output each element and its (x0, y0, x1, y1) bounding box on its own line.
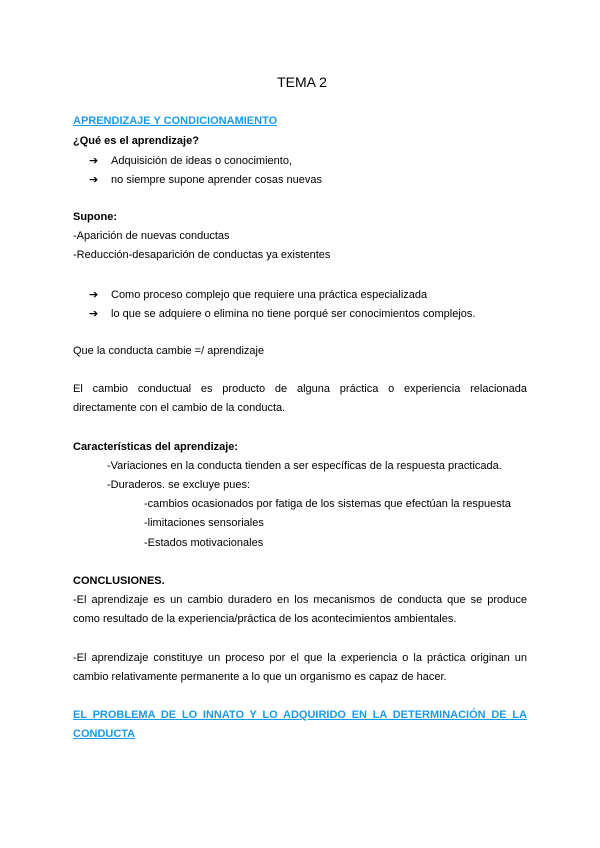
bullet-item (89, 307, 475, 320)
section-heading-innato-cont[interactable]: CONDUCTA (73, 728, 136, 740)
bullet-text: lo que se adquiere o elimina no tiene porqué ser conocimientos complejos. (111, 308, 476, 320)
conclusiones-label: CONCLUSIONES. (73, 575, 165, 587)
conclusion-line: -El aprendizaje constituye un proceso por el que la experiencia o la práctica originan un (73, 652, 527, 664)
bullet-item (89, 154, 292, 167)
caracteristica-item: -Variaciones en la conducta tienden a ser específicas de la respuesta practicada. (107, 460, 502, 472)
supone-item: -Reducción-desaparición de conductas ya existentes (73, 249, 331, 261)
arrow-icon: ➔ (89, 308, 99, 320)
paragraph-line: El cambio conductual es producto de alguna práctica o experiencia relacionada (73, 383, 527, 395)
conclusion-line: cambio relativamente permanente a lo que un organismo es capaz de hacer. (73, 671, 447, 683)
bullet-item (89, 173, 322, 186)
bullet-text: Como proceso complejo que requiere una práctica especializada (111, 289, 428, 301)
excluded-item: -limitaciones sensoriales (144, 517, 264, 529)
paragraph-line: directamente con el cambio de la conducta. (73, 402, 286, 414)
supone-label: Supone: (73, 211, 117, 223)
bullet-text: no siempre supone aprender cosas nuevas (111, 174, 322, 186)
arrow-icon: ➔ (89, 289, 99, 301)
page-title: TEMA 2 (277, 74, 327, 90)
supone-item: -Aparición de nuevas conductas (73, 230, 230, 242)
caracteristica-item: -Duraderos. se excluye pues: (107, 479, 251, 491)
question-heading: ¿Qué es el aprendizaje? (73, 135, 199, 147)
arrow-icon: ➔ (89, 174, 99, 186)
excluded-item: -Estados motivacionales (144, 537, 264, 549)
statement-line: Que la conducta cambie =/ aprendizaje (73, 345, 265, 357)
section-heading-aprendizaje[interactable]: APRENDIZAJE Y CONDICIONAMIENTO (73, 115, 278, 127)
caracteristicas-label: Características del aprendizaje: (73, 441, 239, 453)
excluded-item: -cambios ocasionados por fatiga de los sistemas que efectúan la respuesta (144, 498, 511, 510)
conclusion-line: como resultado de la experiencia/práctica de los acontecimientos ambientales. (73, 613, 457, 625)
bullet-item (89, 288, 427, 301)
bullet-text: Adquisición de ideas o conocimiento, (111, 155, 293, 167)
conclusion-line: -El aprendizaje es un cambio duradero en los mecanismos de conducta que se produce (73, 594, 527, 606)
section-heading-innato[interactable]: EL PROBLEMA DE LO INNATO Y LO ADQUIRIDO EN LA DETERMINACIÓN DE LA (73, 709, 527, 721)
arrow-icon: ➔ (89, 155, 99, 167)
